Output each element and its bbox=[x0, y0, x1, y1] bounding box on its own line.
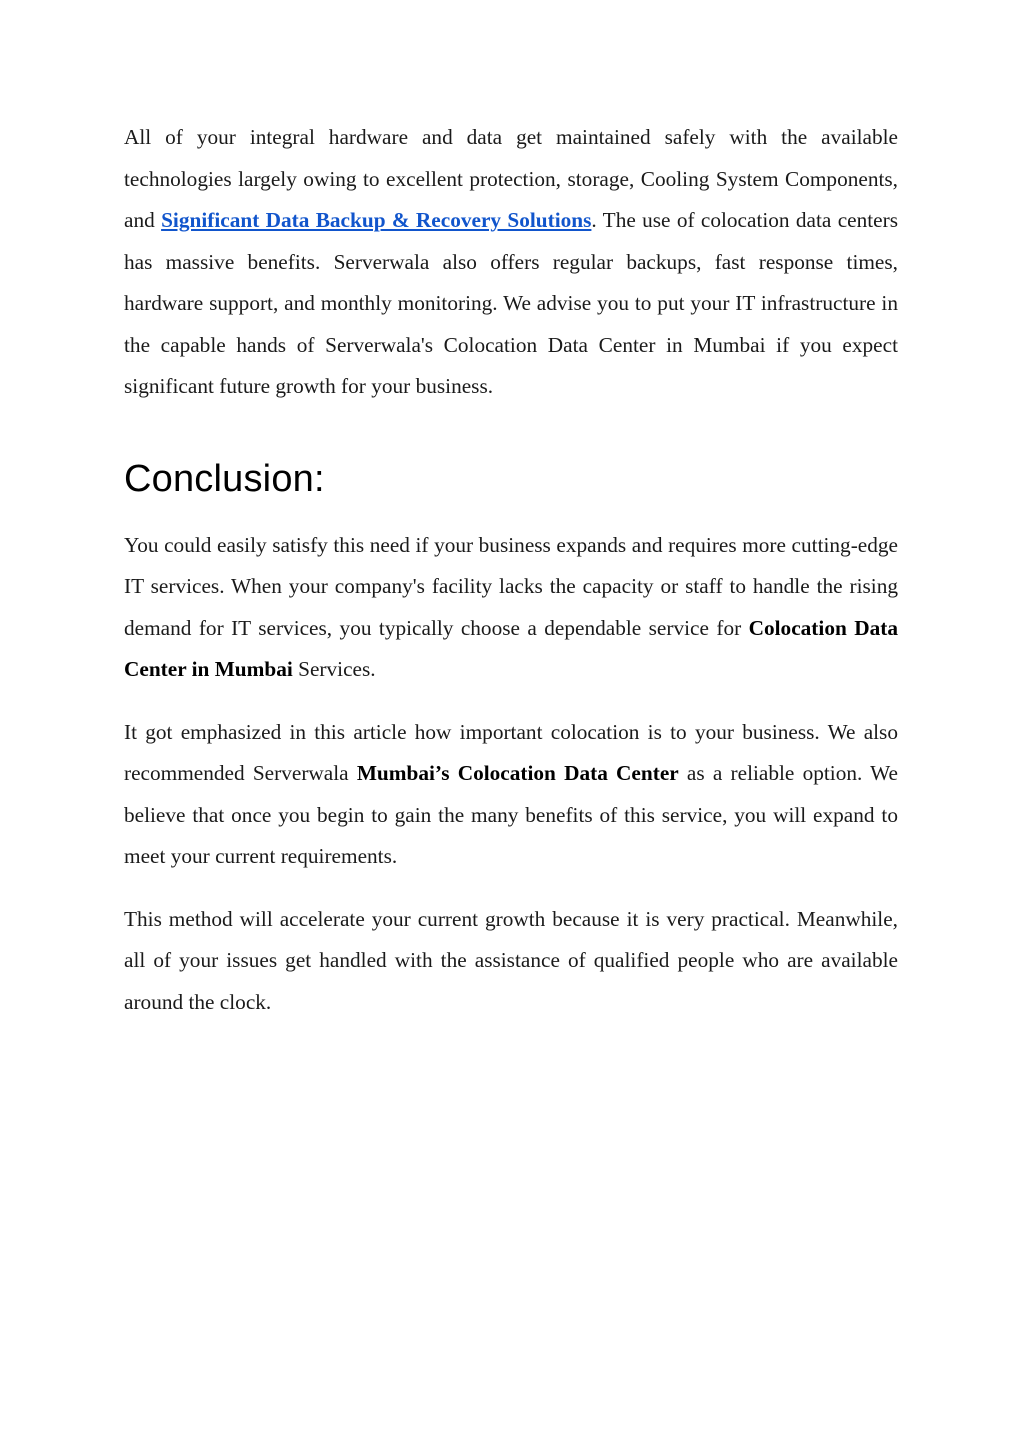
conclusion-p1-text-after-bold: Services. bbox=[292, 657, 376, 681]
conclusion-p1-bold-text: Colocation Data Center in Mumbai bbox=[124, 615, 898, 681]
document-page bbox=[124, 117, 898, 1023]
conclusion-p3-text: This method will accelerate your current growth because it is very practical. Meanwhile, all of your issues get handled with the assistance of qualified people who are available around the clock. bbox=[124, 906, 898, 1014]
intro-paragraph bbox=[124, 117, 898, 408]
conclusion-p2-text-before-bold: It got emphasized in this article how important colocation is to your business. We also recommended Serverwala bbox=[124, 719, 898, 785]
conclusion-paragraph-2 bbox=[124, 712, 898, 878]
intro-text-before-link: All of your integral hardware and data get maintained safely with the available technologies largely owing to excellent protection, storage, Cooling System Components, and bbox=[124, 125, 898, 232]
intro-text-after-link: . The use of colocation data centers has massive benefits. Serverwala also offers regular backups, fast response times, hardware support, and monthly monitoring. We advise you to put your IT infrastructure in the capable hands of Serverwala's Colocation Data Center in Mumbai if you expect significant future growth for your business. bbox=[124, 208, 898, 398]
conclusion-heading: Conclusion: bbox=[124, 457, 325, 500]
conclusion-paragraph-1 bbox=[124, 525, 898, 691]
conclusion-p1-text-before-bold: You could easily satisfy this need if your business expands and requires more cutting-edge IT services. When your company's facility lacks the capacity or staff to handle the rising demand for IT services, you typically choose a dependable service for bbox=[124, 532, 898, 640]
conclusion-p2-bold-text: Mumbai’s Colocation Data Center bbox=[356, 761, 679, 785]
conclusion-paragraph-3 bbox=[124, 899, 898, 1024]
conclusion-p2-text-after-bold: as a reliable option. We believe that once you begin to gain the many benefits of this service, you will expand to meet your current requirements. bbox=[124, 761, 898, 868]
backup-recovery-link[interactable]: Significant Data Backup & Recovery Solutions bbox=[161, 208, 592, 232]
